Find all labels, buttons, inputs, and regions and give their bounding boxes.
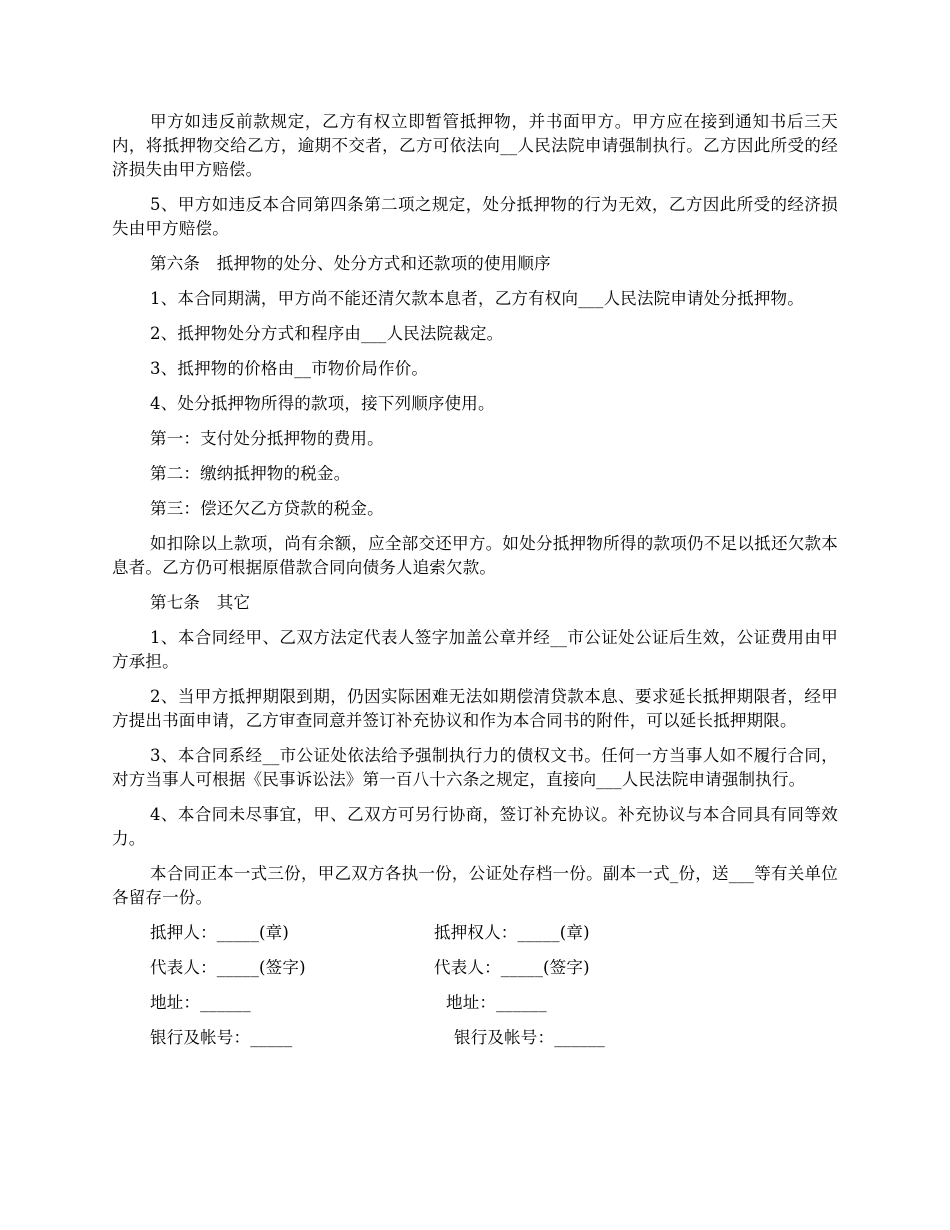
- paragraph-remaining-balance: 如扣除以上款项，尚有余额，应全部交还甲方。如处分抵押物所得的款项仍不足以抵还欠款本息者。乙方仍可根据原借款合同向债务人追索欠款。: [112, 534, 838, 577]
- mortgagor-bank-account-field: 银行及帐号：_____: [150, 1028, 293, 1047]
- mortgagee-representative-field: 代表人：_____(签字): [434, 958, 590, 977]
- paragraph-article-6-item-2: 2、抵押物处分方式和程序由___人民法院裁定。: [150, 324, 504, 343]
- mortgagor-seal-field: 抵押人：_____(章): [150, 923, 290, 942]
- signature-row-representative: [112, 956, 838, 980]
- paragraph-article-7-item-2: 2、当甲方抵押期限到期，仍因实际困难无法如期偿清贷款本息、要求延长抵押期限者，经甲方提出书面申请，乙方审查同意并签订补充协议和作为本合同书的附件，可以延长抵押期限。: [112, 687, 838, 730]
- paragraph-order-third: 第三：偿还欠乙方贷款的税金。: [150, 499, 384, 518]
- paragraph-order-second: 第二：缴纳抵押物的税金。: [150, 464, 351, 483]
- paragraph-article-7-item-1: 1、本合同经甲、乙双方法定代表人签字加盖公章并经__市公证处公证后生效，公证费用由甲方承担。: [112, 628, 838, 671]
- paragraph-article-6-item-3: 3、抵押物的价格由__市物价局作价。: [150, 359, 429, 378]
- article-7-heading: 第七条 其它: [150, 593, 251, 612]
- article-6-heading: 第六条 抵押物的处分、处分方式和还款项的使用顺序: [150, 254, 551, 273]
- paragraph-article-7-item-3: 3、本合同系经__市公证处依法给予强制执行力的债权文书。任何一方当事人如不履行合同，对方当事人可根据《民事诉讼法》第一百八十六条之规定，直接向___人民法院申请强制执行。: [112, 746, 838, 789]
- signature-row-bank: [112, 1026, 838, 1050]
- mortgagee-seal-field: 抵押权人：_____(章): [434, 923, 590, 942]
- paragraph-article-6-item-4: 4、处分抵押物所得的款项，接下列顺序使用。: [150, 394, 495, 413]
- paragraph-clause-5: 5、甲方如违反本合同第四条第二项之规定，处分抵押物的行为无效，乙方因此所受的经济损失由甲方赔偿。: [112, 195, 838, 238]
- paragraph-copies: 本合同正本一式三份，甲乙双方各执一份，公证处存档一份。副本一式_份，送___等有关单位各留存一份。: [112, 864, 838, 907]
- mortgagee-address-field: 地址：______: [446, 993, 547, 1012]
- signature-row-party: [112, 921, 838, 945]
- paragraph-breach-custody: 甲方如违反前款规定，乙方有权立即暂管抵押物，并书面甲方。甲方应在接到通知书后三天内，将抵押物交给乙方，逾期不交者，乙方可依法向__人民法院申请强制执行。乙方因此所受的经济损失由甲方赔偿。: [112, 112, 838, 179]
- paragraph-article-7-item-4: 4、本合同未尽事宜，甲、乙双方可另行协商，签订补充协议。补充协议与本合同具有同等效力。: [112, 805, 838, 848]
- paragraph-article-6-item-1: 1、本合同期满，甲方尚不能还清欠款本息者，乙方有权向___人民法院申请处分抵押物。: [150, 289, 804, 308]
- paragraph-order-first: 第一：支付处分抵押物的费用。: [150, 429, 384, 448]
- mortgagor-address-field: 地址：______: [150, 993, 251, 1012]
- mortgagor-representative-field: 代表人：_____(签字): [150, 958, 306, 977]
- signature-row-address: [112, 991, 838, 1015]
- mortgagee-bank-account-field: 银行及帐号：______: [454, 1028, 605, 1047]
